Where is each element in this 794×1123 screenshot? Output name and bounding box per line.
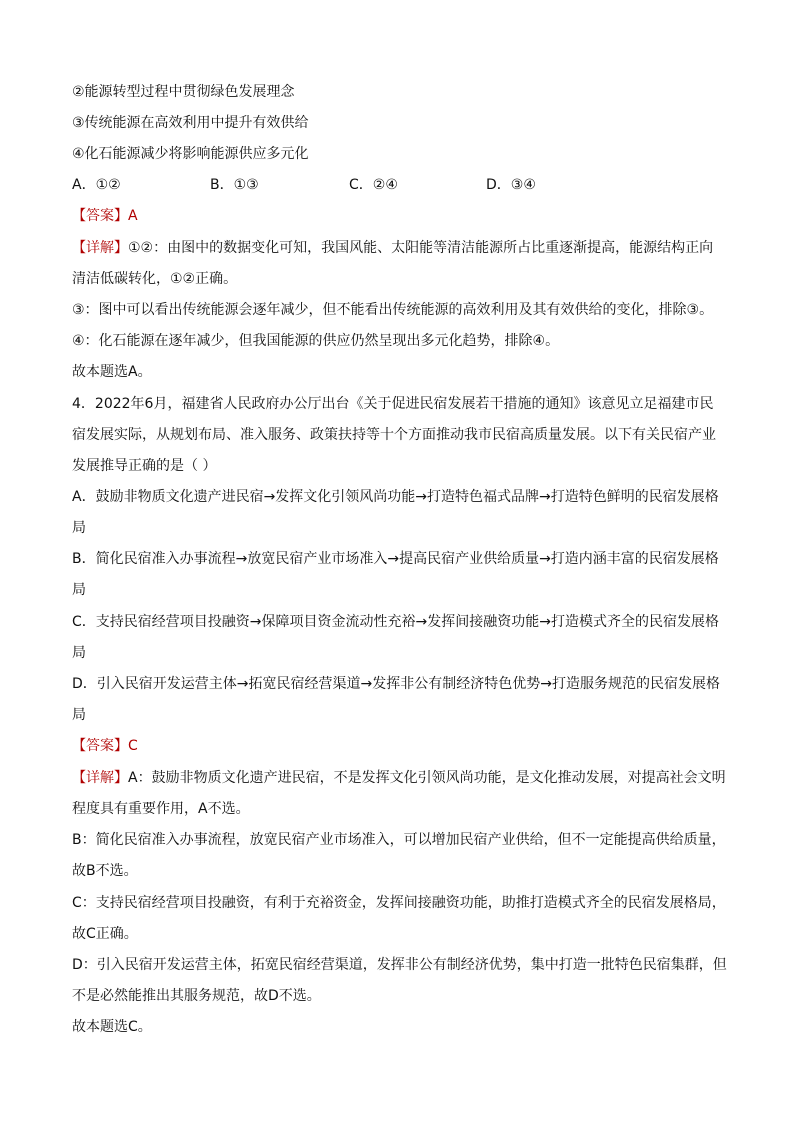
q3-detail-line-1 — [72, 238, 734, 258]
detail-label: 【详解】 — [72, 240, 128, 256]
q4-option-d-line-2: 局 — [72, 707, 86, 723]
q4-detail-b-line-2: 故B不选。 — [72, 863, 138, 879]
q4-option-c-line-2: 局 — [72, 645, 86, 661]
q4-detail-c-line-2: 故C正确。 — [72, 926, 138, 942]
q4-detail-a-line-1 — [72, 768, 734, 788]
statement-3: ③传统能源在高效利用中提升有效供给 — [72, 115, 309, 131]
q3-conclusion: 故本题选A。 — [72, 364, 152, 380]
q4-detail-d-line-2: 不是必然能推出其服务规范，故D不选。 — [72, 988, 321, 1004]
statement-4: ④化石能源减少将影响能源供应多元化 — [72, 146, 309, 162]
q3-detail-4: ④：化石能源在逐年减少，但我国能源的供应仍然呈现出多元化趋势，排除④。 — [72, 333, 560, 349]
q4-answer — [72, 736, 734, 756]
q4-stem-line-3: 发展推导正确的是（ ） — [72, 458, 217, 474]
answer-label: 【答案】 — [72, 208, 128, 224]
answer-value: A — [128, 208, 138, 224]
q4-option-b-line-2: 局 — [72, 582, 86, 598]
q3-detail-line-2: 清洁低碳转化，①②正确。 — [72, 271, 238, 287]
q3-option-d: D．③④ — [486, 177, 536, 193]
answer-label: 【答案】 — [72, 738, 128, 754]
q4-detail-d-line-1: D：引入民宿开发运营主体，拓宽民宿经营渠道，发挥非公有制经济优势，集中打造一批特色民宿集群，但 — [72, 957, 727, 973]
answer-value: C — [128, 738, 138, 754]
q4-detail-b-line-1: B：简化民宿准入办事流程，放宽民宿产业市场准入，可以增加民宿产业供给，但不一定能提高供给质量， — [72, 832, 726, 848]
q4-conclusion: 故本题选C。 — [72, 1019, 152, 1035]
detail-text: A：鼓励非物质文化遗产进民宿，不是发挥文化引领风尚功能，是文化推动发展，对提高社会文明 — [128, 770, 726, 786]
q4-detail-a-line-2: 程度具有重要作用，A不选。 — [72, 801, 250, 817]
q4-option-a-line-2: 局 — [72, 520, 86, 536]
detail-label: 【详解】 — [72, 770, 128, 786]
q3-answer — [72, 206, 734, 226]
q3-option-c: C．②④ — [349, 177, 398, 193]
q4-option-a-line-1: A．鼓励非物质文化遗产进民宿→发挥文化引领风尚功能→打造特色福式品牌→打造特色鲜明的民宿发展格 — [72, 489, 719, 505]
statement-2: ②能源转型过程中贯彻绿色发展理念 — [72, 84, 295, 100]
q4-option-d-line-1: D．引入民宿开发运营主体→拓宽民宿经营渠道→发挥非公有制经济特色优势→打造服务规范的民宿发展格 — [72, 676, 720, 692]
q3-option-a: A．①② — [72, 177, 121, 193]
q4-option-b-line-1: B．简化民宿准入办事流程→放宽民宿产业市场准入→提高民宿产业供给质量→打造内涵丰富的民宿发展格 — [72, 551, 719, 567]
q4-stem-line-1: 4．2022年6月，福建省人民政府办公厅出台《关于促进民宿发展若干措施的通知》该意见立足福建市民 — [72, 396, 714, 412]
q4-option-c-line-1: C．支持民宿经营项目投融资→保障项目资金流动性充裕→发挥间接融资功能→打造模式齐全的民宿发展格 — [72, 614, 719, 630]
q3-detail-3: ③：图中可以看出传统能源会逐年减少，但不能看出传统能源的高效利用及其有效供给的变化，排除③。 — [72, 302, 714, 318]
detail-text: ①②：由图中的数据变化可知，我国风能、太阳能等清洁能源所占比重逐渐提高，能源结构正向 — [128, 240, 714, 256]
q4-detail-c-line-1: C：支持民宿经营项目投融资，有利于充裕资金，发挥间接融资功能，助推打造模式齐全的民宿发展格局， — [72, 895, 726, 911]
q3-option-b: B．①③ — [210, 177, 259, 193]
q4-stem-line-2: 宿发展实际，从规划布局、准入服务、政策扶持等十个方面推动我市民宿高质量发展。以下有关民宿产业 — [72, 427, 716, 443]
